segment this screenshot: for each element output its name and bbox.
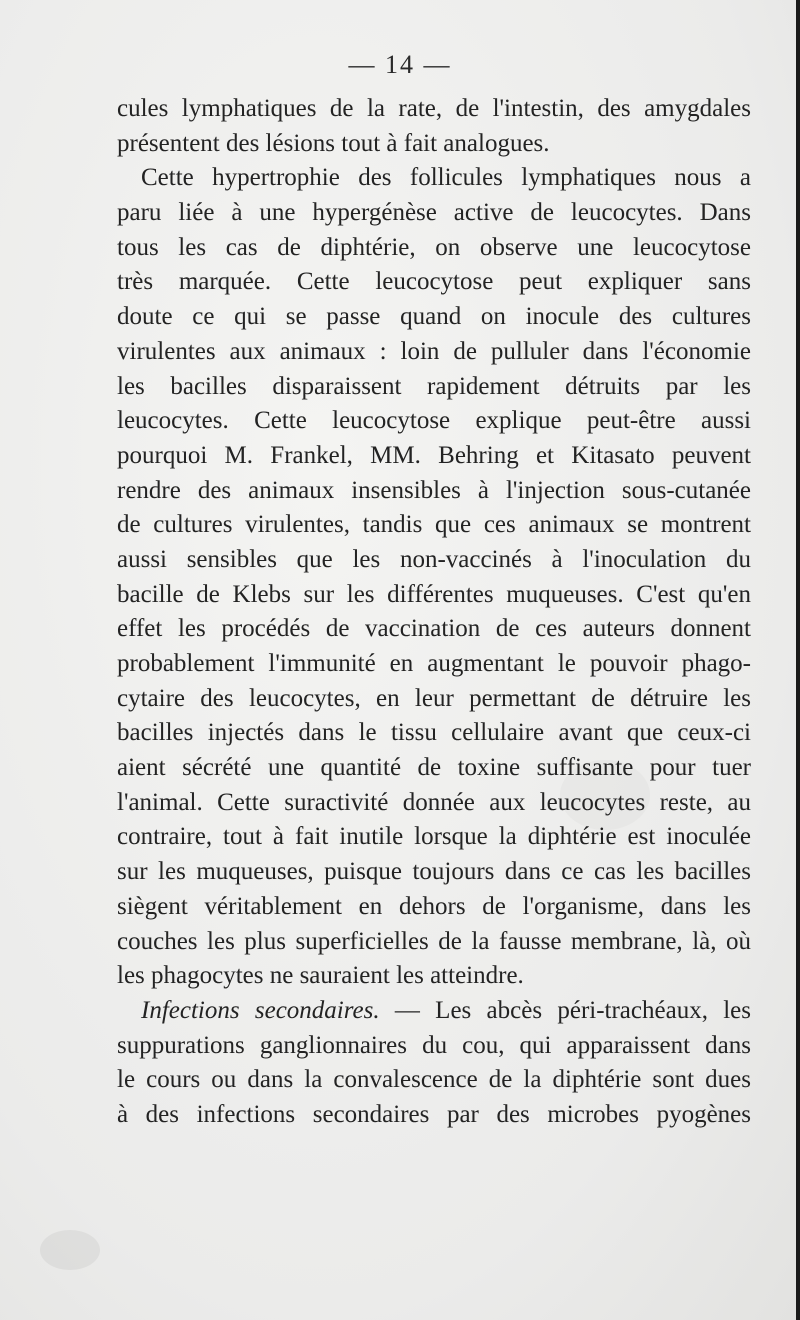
text-line: virulentes aux animaux : loin de pulluler dans l'économie xyxy=(117,337,751,365)
text-line: suppurations ganglionnaires du cou, qui apparaissent dans xyxy=(117,1031,751,1059)
paper-stain xyxy=(40,1230,100,1270)
text-line: couches les plus superficielles de la fausse membrane, là, où xyxy=(117,927,751,955)
text-line: cytaire des leucocytes, en leur permettant de détruire les xyxy=(117,684,751,712)
text-line: aussi sensibles que les non-vaccinés à l'inoculation du xyxy=(117,545,751,573)
text-line: présentent des lésions tout à fait analogues. xyxy=(117,129,550,157)
text-line: leucocytes. Cette leucocytose explique peut-être aussi xyxy=(117,407,751,435)
text-line: siègent véritablement en dehors de l'organisme, dans les xyxy=(117,892,751,920)
text-line: cules lymphatiques de la rate, de l'intestin, des amygdales xyxy=(117,95,751,122)
text-line: de cultures virulentes, tandis que ces animaux se montrent xyxy=(117,511,751,539)
text-line: bacille de Klebs sur les différentes muqueuses. C'est qu'en xyxy=(117,580,751,608)
text-line: à des infections secondaires par des microbes pyogènes xyxy=(117,1100,751,1128)
text-line: probablement l'immunité en augmentant le pouvoir phago- xyxy=(117,650,751,677)
text-line: l'animal. Cette suractivité donnée aux leucocytes reste, au xyxy=(117,788,751,816)
text-line: les bacilles disparaissent rapidement détruits par les xyxy=(117,372,751,400)
text-line: contraire, tout à fait inutile lorsque la diphtérie est inoculée xyxy=(117,823,751,851)
text-line: le cours ou dans la convalescence de la diphtérie sont dues xyxy=(117,1066,751,1094)
text-line: bacilles injectés dans le tissu cellulaire avant que ceux-ci xyxy=(117,719,751,747)
scan-border xyxy=(796,0,800,1320)
text-line: aient sécrété une quantité de toxine suffisante pour tuer xyxy=(117,754,751,782)
text-line: paru liée à une hypergénèse active de leucocytes. Dans xyxy=(117,199,751,227)
text-line: doute ce qui se passe quand on inocule des cultures xyxy=(117,303,751,331)
text-line: effet les procédés de vaccination de ces auteurs donnent xyxy=(117,615,751,643)
page-number: — 14 — xyxy=(348,50,452,79)
section-heading: Infections secondaires. xyxy=(141,996,380,1024)
body-text xyxy=(117,92,751,1133)
section-first-line xyxy=(117,994,751,1029)
text-line: tous les cas de diphtérie, on observe une leucocytose xyxy=(117,233,751,261)
text-line: pourquoi M. Frankel, MM. Behring et Kitasato peuvent xyxy=(117,441,751,469)
section-first-line-text: — Les abcès péri-trachéaux, les xyxy=(379,996,751,1024)
text-line: sur les muqueuses, puisque toujours dans ce cas les bacilles xyxy=(117,858,751,886)
text-line: Cette hypertrophie des follicules lymphatiques nous a xyxy=(141,164,751,192)
text-line: très marquée. Cette leucocytose peut expliquer sans xyxy=(117,268,751,296)
text-line: les phagocytes ne sauraient les atteindre. xyxy=(117,962,524,990)
text-line: rendre des animaux insensibles à l'injection sous-cutanée xyxy=(117,476,751,504)
